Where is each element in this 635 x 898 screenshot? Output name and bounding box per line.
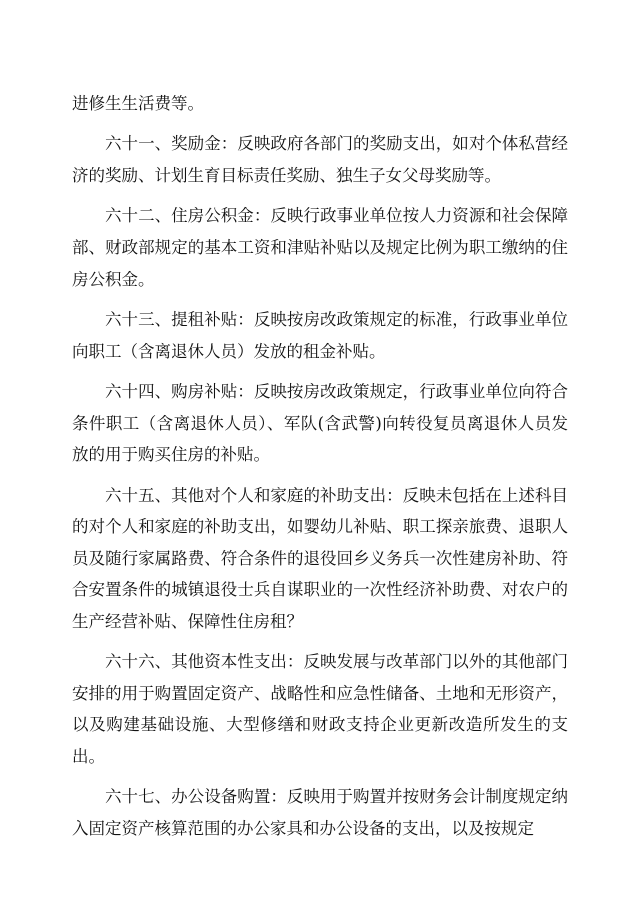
- paragraph-item-65-other-household-subsidy: 六十五、其他对个人和家庭的补助支出：反映未包括在上述科目的对个人和家庭的补助支出，如婴幼儿补贴、职工探亲旅费、退职人员及随行家属路费、符合条件的退役回乡义务兵一次性建房补助、符合安置条件的城镇退役士兵自谋职业的一次性经济补助费、对农户的生产经营补贴、保障性住房租？: [72, 485, 568, 631]
- document-body: [72, 88, 568, 853]
- paragraph-item-63-rent-subsidy: 六十三、提租补贴：反映按房改政策规定的标准，行政事业单位向职工（含离退休人员）发放的租金补贴。: [72, 309, 568, 361]
- paragraph-continuation: 进修生生活费等。: [72, 94, 204, 113]
- paragraph-item-62-housing-fund: 六十二、住房公积金：反映行政事业单位按人力资源和社会保障部、财政部规定的基本工资和津贴补贴以及规定比例为职工缴纳的住房公积金。: [72, 206, 568, 289]
- paragraph-item-66-other-capital-expenditure: 六十六、其他资本性支出：反映发展与改革部门以外的其他部门安排的用于购置固定资产、战略性和应急性储备、土地和无形资产，以及购建基础设施、大型修缮和财政支持企业更新改造所发生的支出。: [72, 652, 568, 767]
- paragraph-item-67-office-equipment: 六十七、办公设备购置：反映用于购置并按财务会计制度规定纳入固定资产核算范围的办公家具和办公设备的支出，以及按规定: [72, 787, 568, 839]
- paragraph-item-61-reward: 六十一、奖励金：反映政府各部门的奖励支出，如对个体私营经济的奖励、计划生育目标责任奖励、独生子女父母奖励等。: [72, 134, 568, 185]
- paragraph-item-64-housing-purchase-subsidy: 六十四、购房补贴：反映按房改政策规定，行政事业单位向符合条件职工（含离退休人员）、军队(含武警)向转役复员离退休人员发放的用于购买住房的补贴。: [72, 381, 568, 465]
